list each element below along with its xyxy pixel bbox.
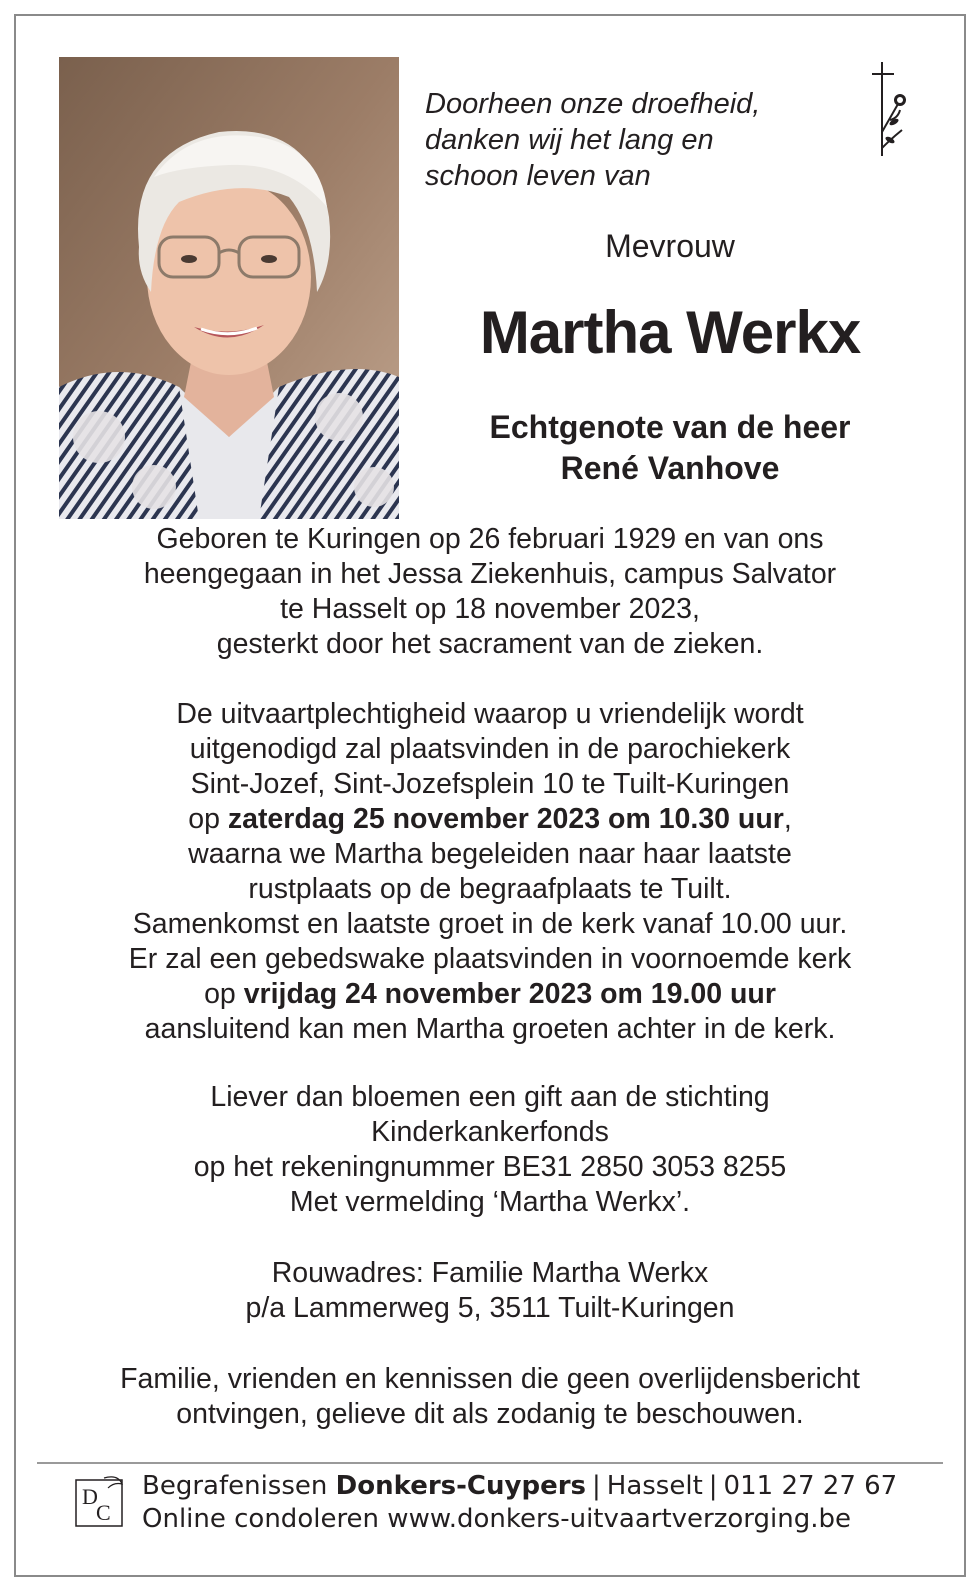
text-line: uitgenodigd zal plaatsvinden in de parochiekerk xyxy=(189,733,791,765)
text-line: Rouwadres: Familie Martha Werkx xyxy=(271,1257,709,1289)
funeral-paragraph xyxy=(40,697,940,1047)
separator: | xyxy=(592,1471,601,1501)
honorific-title: Mevrouw xyxy=(605,228,735,264)
company-phone[interactable]: 011 27 27 67 xyxy=(723,1471,898,1501)
portrait-photo xyxy=(59,57,399,519)
text-line: waarna we Martha begeleiden naar haar laatste xyxy=(188,838,792,870)
text-line: rustplaats op de begraafplaats te Tuilt. xyxy=(248,873,732,905)
separator: | xyxy=(708,1471,718,1501)
text-line: Kinderkankerfonds xyxy=(371,1116,609,1148)
intro-line: schoon leven van xyxy=(425,160,651,192)
text-line: Met vermelding ‘Martha Werkx’. xyxy=(289,1186,691,1218)
online-condolence-link[interactable]: Online condoleren www.donkers-uitvaartverzorging.be xyxy=(142,1504,851,1534)
intro-text xyxy=(425,86,845,194)
spouse-line: Echtgenote van de heer xyxy=(489,409,851,445)
portrait-illustration xyxy=(59,57,399,519)
text-fragment: op xyxy=(188,803,228,835)
spouse-info xyxy=(440,407,900,489)
footer-divider xyxy=(37,1462,943,1464)
text-line: Sint-Jozef, Sint-Jozefsplein 10 te Tuilt-Kuringen xyxy=(190,768,790,800)
spouse-line: René Vanhove xyxy=(560,450,780,486)
vigil-date: vrijdag 24 november 2023 om 19.00 uur xyxy=(243,978,776,1010)
intro-line: danken wij het lang en xyxy=(425,124,714,156)
text-line: De uitvaartplechtigheid waarop u vriendelijk wordt xyxy=(176,698,804,730)
donation-paragraph xyxy=(40,1080,940,1220)
funeral-date-line xyxy=(40,802,940,837)
footer-company-line xyxy=(142,1470,897,1503)
vigil-date-line xyxy=(40,977,940,1012)
notice-paragraph xyxy=(40,1362,940,1432)
footer-info xyxy=(142,1470,897,1536)
cross-with-rose-icon xyxy=(868,60,918,160)
text-line: Liever dan bloemen een gift aan de stichting xyxy=(210,1081,770,1113)
text-line: Geboren te Kuringen op 26 februari 1929 en van ons xyxy=(156,523,824,555)
company-city: Hasselt xyxy=(606,1471,703,1501)
funeral-date: zaterdag 25 november 2023 om 10.30 uur xyxy=(227,803,784,835)
svg-text:C: C xyxy=(96,1500,111,1525)
deceased-name: Martha Werkx xyxy=(479,299,861,366)
text-line: Er zal een gebedswake plaatsvinden in voornoemde kerk xyxy=(128,943,852,975)
funeral-home-logo-icon xyxy=(74,1474,126,1530)
company-name: Donkers-Cuypers xyxy=(335,1471,587,1501)
text-line: gesterkt door het sacrament van de zieken. xyxy=(216,628,764,660)
text-fragment: , xyxy=(783,803,792,835)
svg-text:D: D xyxy=(82,1484,98,1509)
text-line: aansluitend kan men Martha groeten achter in de kerk. xyxy=(144,1013,836,1045)
text-line: ontvingen, gelieve dit als zodanig te beschouwen. xyxy=(176,1398,804,1430)
text-line: Samenkomst en laatste groet in de kerk vanaf 10.00 uur. xyxy=(132,908,848,940)
text-line: op het rekeningnummer BE31 2850 3053 8255 xyxy=(193,1151,787,1183)
text-line: p/a Lammerweg 5, 3511 Tuilt-Kuringen xyxy=(245,1292,735,1324)
text-line: heengegaan in het Jessa Ziekenhuis, campus Salvator xyxy=(143,558,837,590)
text-fragment: op xyxy=(204,978,244,1010)
intro-line: Doorheen onze droefheid, xyxy=(425,88,761,120)
text-line: te Hasselt op 18 november 2023, xyxy=(280,593,700,625)
footer-prefix: Begrafenissen xyxy=(142,1471,336,1501)
address-paragraph xyxy=(40,1256,940,1326)
text-line: Familie, vrienden en kennissen die geen overlijdensbericht xyxy=(120,1363,860,1395)
birth-death-paragraph xyxy=(40,522,940,662)
